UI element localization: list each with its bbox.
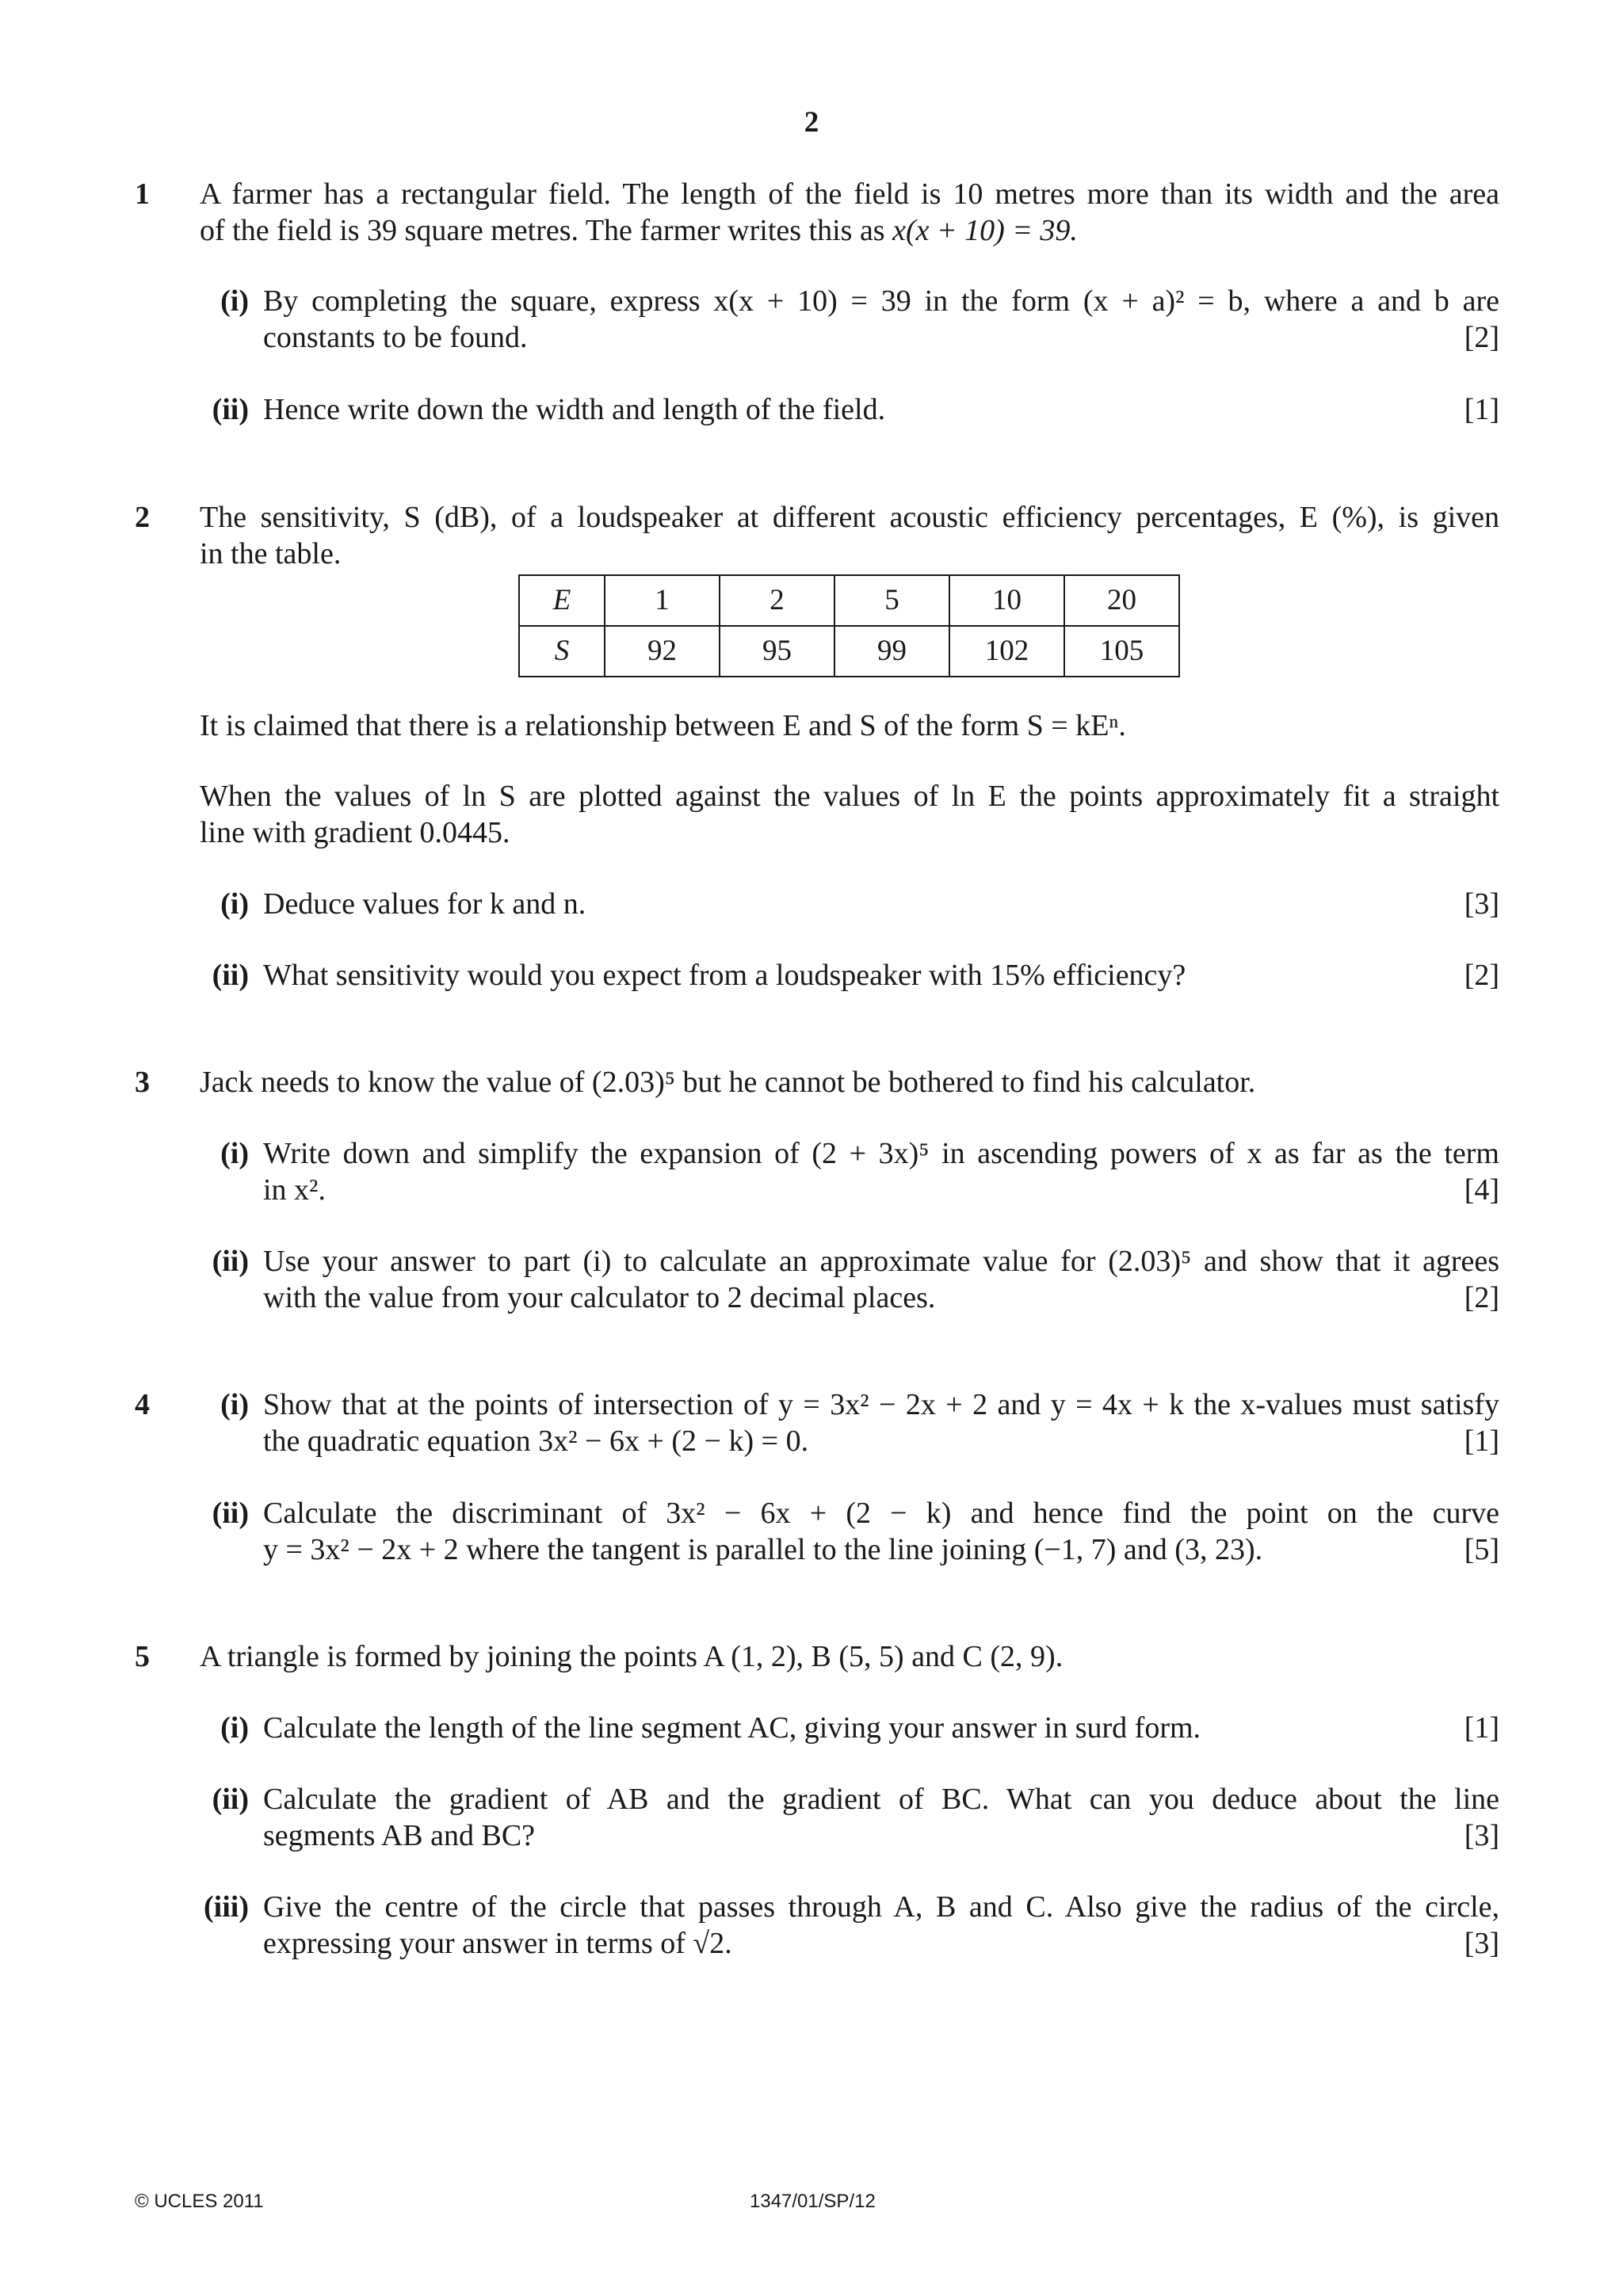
- part-text-line: Write down and simplify the expansion of (2 + 3x)⁵ in ascending powers of x as far as the term: [263, 1137, 1499, 1170]
- part-label: (i): [220, 284, 249, 318]
- part-label: (ii): [212, 393, 249, 426]
- table-cell: 10: [949, 575, 1064, 626]
- part-label: (iii): [204, 1890, 249, 1924]
- question-stem-line: line with gradient 0.0445.: [200, 816, 510, 849]
- part-text-line: Calculate the gradient of AB and the gradient of BC. What can you deduce about the line: [263, 1783, 1499, 1816]
- question-stem-line: A triangle is formed by joining the points A (1, 2), B (5, 5) and C (2, 9).: [200, 1640, 1064, 1673]
- marks-allocation: [5]: [1464, 1533, 1499, 1566]
- marks-allocation: [3]: [1464, 1819, 1499, 1852]
- part-text-line: constants to be found.: [263, 321, 528, 354]
- marks-allocation: [1]: [1464, 393, 1499, 426]
- marks-allocation: [2]: [1464, 1281, 1499, 1314]
- part-text-line: Give the centre of the circle that passes through A, B and C. Also give the radius of the circle,: [263, 1890, 1499, 1924]
- table-cell: 95: [720, 626, 834, 677]
- marks-allocation: [1]: [1464, 1425, 1499, 1458]
- marks-allocation: [4]: [1464, 1173, 1499, 1207]
- question-number: 5: [135, 1640, 150, 1673]
- table-cell: 2: [720, 575, 834, 626]
- part-text-line: Calculate the length of the line segment AC, giving your answer in surd form.: [263, 1711, 1201, 1745]
- part-label: (ii): [212, 1783, 249, 1816]
- part-label: (i): [220, 1137, 249, 1170]
- question-number: 3: [135, 1066, 150, 1099]
- table-row: [519, 575, 1179, 626]
- marks-allocation: [1]: [1464, 1711, 1499, 1745]
- page-number: 2: [804, 106, 819, 139]
- data-table: [518, 574, 1180, 677]
- question-number: 1: [135, 177, 150, 211]
- part-label: (i): [220, 887, 249, 921]
- part-text-line: with the value from your calculator to 2 decimal places.: [263, 1281, 936, 1314]
- part-text-line: Use your answer to part (i) to calculate an approximate value for (2.03)⁵ and show that it agrees: [263, 1245, 1499, 1278]
- table-cell: 1: [605, 575, 720, 626]
- part-text-line: expressing your answer in terms of √2.: [263, 1927, 732, 1960]
- table-cell: 105: [1064, 626, 1179, 677]
- marks-allocation: [2]: [1464, 959, 1499, 992]
- question-stem-line: The sensitivity, S (dB), of a loudspeaker at different acoustic efficiency percentages, E (%), is given: [200, 501, 1499, 534]
- row-header-cell: S: [519, 626, 605, 677]
- part-text-line: segments AB and BC?: [263, 1819, 536, 1852]
- part-label: (i): [220, 1388, 249, 1421]
- copyright-footer: © UCLES 2011: [135, 2191, 264, 2212]
- question-stem-line: in the table.: [200, 537, 342, 570]
- paper-code-footer: 1347/01/SP/12: [750, 2191, 876, 2212]
- question-stem-line: of the field is 39 square metres. The farmer writes this as x(x + 10) = 39.: [200, 214, 1078, 247]
- part-label: (i): [220, 1711, 249, 1745]
- question-stem-line: A farmer has a rectangular field. The length of the field is 10 metres more than its width and the area: [200, 177, 1499, 211]
- part-text-line: What sensitivity would you expect from a loudspeaker with 15% efficiency?: [263, 959, 1186, 992]
- question-number: 2: [135, 501, 150, 534]
- claim-text: It is claimed that there is a relationship between E and S of the form S = kEⁿ.: [200, 709, 1126, 742]
- question-number: 4: [135, 1388, 150, 1421]
- part-text-line: Show that at the points of intersection of y = 3x² − 2x + 2 and y = 4x + k the x-values must satisfy: [263, 1388, 1499, 1421]
- table-cell: 5: [834, 575, 949, 626]
- table-cell: 102: [949, 626, 1064, 677]
- table-cell: 20: [1064, 575, 1179, 626]
- row-header-cell: E: [519, 575, 605, 626]
- table-cell: 99: [834, 626, 949, 677]
- marks-allocation: [3]: [1464, 887, 1499, 921]
- part-text-line: By completing the square, express x(x + 10) = 39 in the form (x + a)² = b, where a and b are: [263, 284, 1499, 318]
- marks-allocation: [2]: [1464, 321, 1499, 354]
- part-text-line: Hence write down the width and length of the field.: [263, 393, 886, 426]
- part-text-line: Deduce values for k and n.: [263, 887, 586, 921]
- part-text-line: y = 3x² − 2x + 2 where the tangent is parallel to the line joining (−1, 7) and (3, 23).: [263, 1533, 1263, 1566]
- part-label: (ii): [212, 1245, 249, 1278]
- part-label: (ii): [212, 1497, 249, 1530]
- part-text-line: Calculate the discriminant of 3x² − 6x + (2 − k) and hence find the point on the curve: [263, 1497, 1499, 1530]
- marks-allocation: [3]: [1464, 1927, 1499, 1960]
- question-stem-line: When the values of ln S are plotted against the values of ln E the points approximately fit a straight: [200, 780, 1499, 813]
- question-stem-line: Jack needs to know the value of (2.03)⁵ but he cannot be bothered to find his calculator.: [200, 1066, 1256, 1099]
- part-text-line: in x².: [263, 1173, 326, 1207]
- table-row: [519, 626, 1179, 677]
- part-text-line: the quadratic equation 3x² − 6x + (2 − k) = 0.: [263, 1425, 809, 1458]
- part-label: (ii): [212, 959, 249, 992]
- table-cell: 92: [605, 626, 720, 677]
